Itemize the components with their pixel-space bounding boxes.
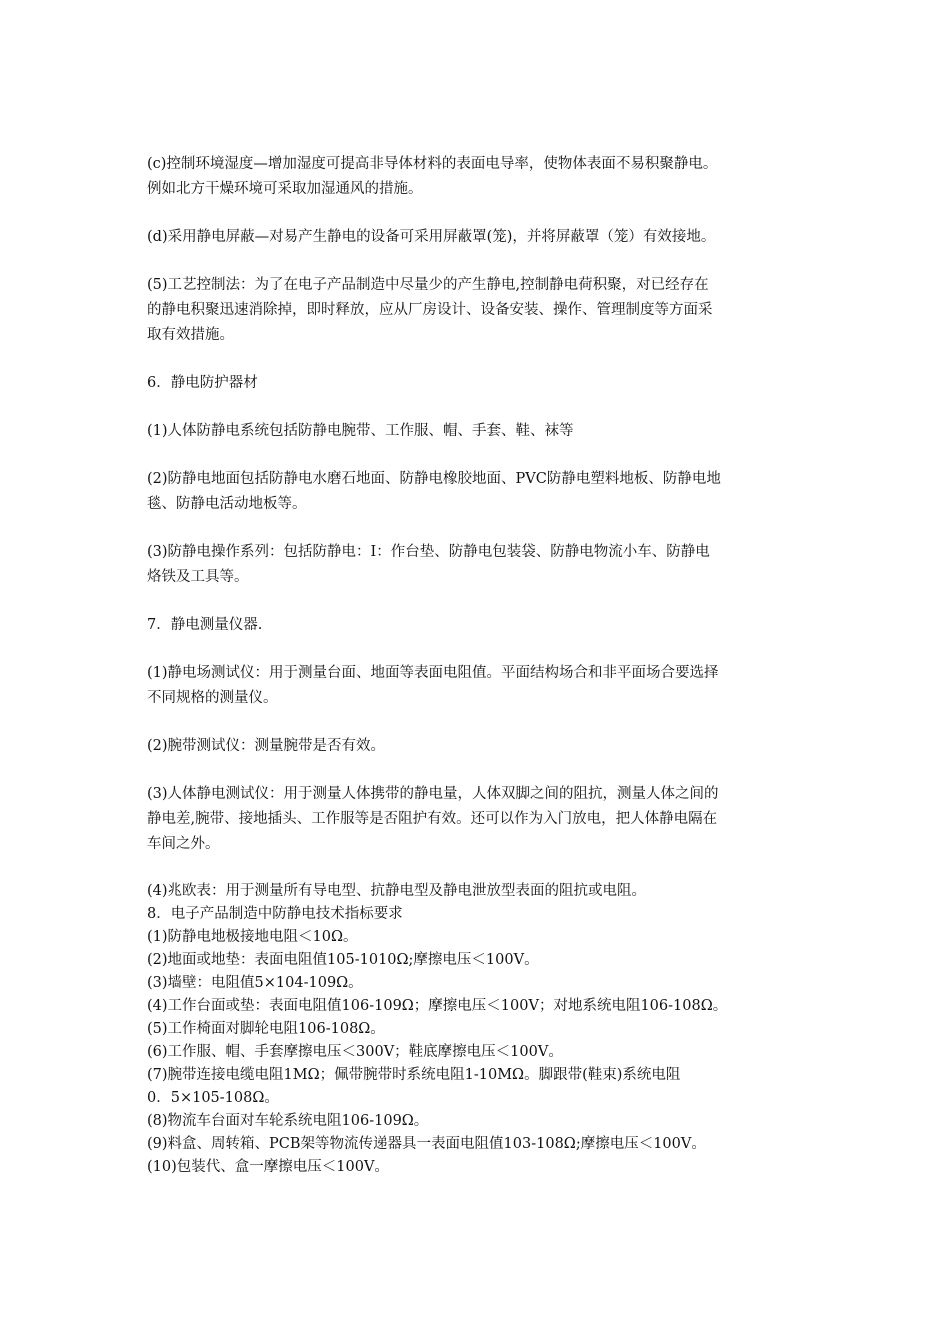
list-item: (9)料盒、周转箱、PCB架等物流传递器具一表面电阻值103-108Ω;摩擦电压＜100V。 <box>147 1136 706 1152</box>
text-line: (d)采用静电屏蔽—对易产生静电的设备可采用屏蔽罩(笼)，并将屏蔽罩（笼）有效接地。 <box>147 229 716 245</box>
list-item: (3)墙壁：电阻值5×104-109Ω。 <box>147 975 363 991</box>
text-line: 毯、防静电活动地板等。 <box>147 496 307 512</box>
paragraph-7-2 <box>147 734 813 759</box>
paragraph-process-control <box>147 273 813 348</box>
heading-line: 6．静电防护器材 <box>147 375 258 391</box>
list-item: (1)防静电地极接地电阻＜10Ω。 <box>147 929 358 945</box>
list-item: (5)工作椅面对脚轮电阻106-108Ω。 <box>147 1021 385 1037</box>
text-line: 车间之外。 <box>147 836 220 852</box>
paragraph-6-1 <box>147 419 813 444</box>
list-item: (4)工作台面或垫：表面电阻值106-109Ω；摩擦电压＜100V；对地系统电阻106-108Ω。 <box>147 998 728 1014</box>
text-line: (2)防静电地面包括防静电水磨石地面、防静电橡胶地面、PVC防静电塑料地板、防静电地 <box>147 471 721 487</box>
list-item: (2)地面或地垫：表面电阻值105-1010Ω;摩擦电压＜100V。 <box>147 952 539 968</box>
text-line: (5)工艺控制法：为了在电子产品制造中尽量少的产生静电,控制静电荷积聚，对已经存在 <box>147 277 709 293</box>
paragraph-7-3 <box>147 782 813 857</box>
text-line: (1)静电场测试仪：用于测量台面、地面等表面电阻值。平面结构场合和非平面场合要选择 <box>147 665 719 681</box>
text-line: 不同规格的测量仪。 <box>147 690 278 706</box>
spec-list <box>147 880 813 1179</box>
text-line: (1)人体防静电系统包括防静电腕带、工作服、帽、手套、鞋、袜等 <box>147 423 574 439</box>
text-line: 的静电积聚迅速消除掉，即时释放，应从厂房设计、设备安装、操作、管理制度等方面采 <box>147 302 713 318</box>
text-line: (3)人体静电测试仪：用于测量人体携带的静电量，人体双脚之间的阻抗，测量人体之间的 <box>147 786 719 802</box>
list-item: (8)物流车台面对车轮系统电阻106-109Ω。 <box>147 1113 429 1129</box>
paragraph-d <box>147 225 813 250</box>
list-item: (10)包装代、盒一摩擦电压＜100V。 <box>147 1159 389 1175</box>
text-line: 取有效措施。 <box>147 327 234 343</box>
paragraph-6-2 <box>147 467 813 517</box>
section-heading-7 <box>147 613 813 638</box>
text-line: (2)腕带测试仪：测量腕带是否有效。 <box>147 738 386 754</box>
document-body <box>147 152 813 1179</box>
list-item: 0．5×105-108Ω。 <box>147 1090 279 1106</box>
section-heading-6 <box>147 371 813 396</box>
text-line: (3)防静电操作系列：包括防静电：I：作台垫、防静电包装袋、防静电物流小车、防静电 <box>147 544 710 560</box>
list-item: (4)兆欧表：用于测量所有导电型、抗静电型及静电泄放型表面的阻抗或电阻。 <box>147 883 647 899</box>
text-line: (c)控制环境湿度—增加湿度可提高非导体材料的表面电导率，使物体表面不易积聚静电。 <box>147 156 718 172</box>
paragraph-7-1 <box>147 661 813 711</box>
text-line: 烙铁及工具等。 <box>147 569 249 585</box>
text-line: 静电差,腕带、接地插头、工作服等是否阻护有效。还可以作为入门放电，把人体静电隔在 <box>147 811 718 827</box>
list-item: 8．电子产品制造中防静电技术指标要求 <box>147 906 403 922</box>
text-line: 例如北方干燥环境可采取加湿通风的措施。 <box>147 181 423 197</box>
paragraph-c <box>147 152 813 202</box>
paragraph-6-3 <box>147 540 813 590</box>
list-item: (7)腕带连接电缆电阻1MΩ；佩带腕带时系统电阻1-10MΩ。脚跟带(鞋束)系统电阻 <box>147 1067 681 1083</box>
list-item: (6)工作服、帽、手套摩擦电压＜300V；鞋底摩擦电压＜100V。 <box>147 1044 563 1060</box>
heading-line: 7．静电测量仪器. <box>147 617 263 633</box>
